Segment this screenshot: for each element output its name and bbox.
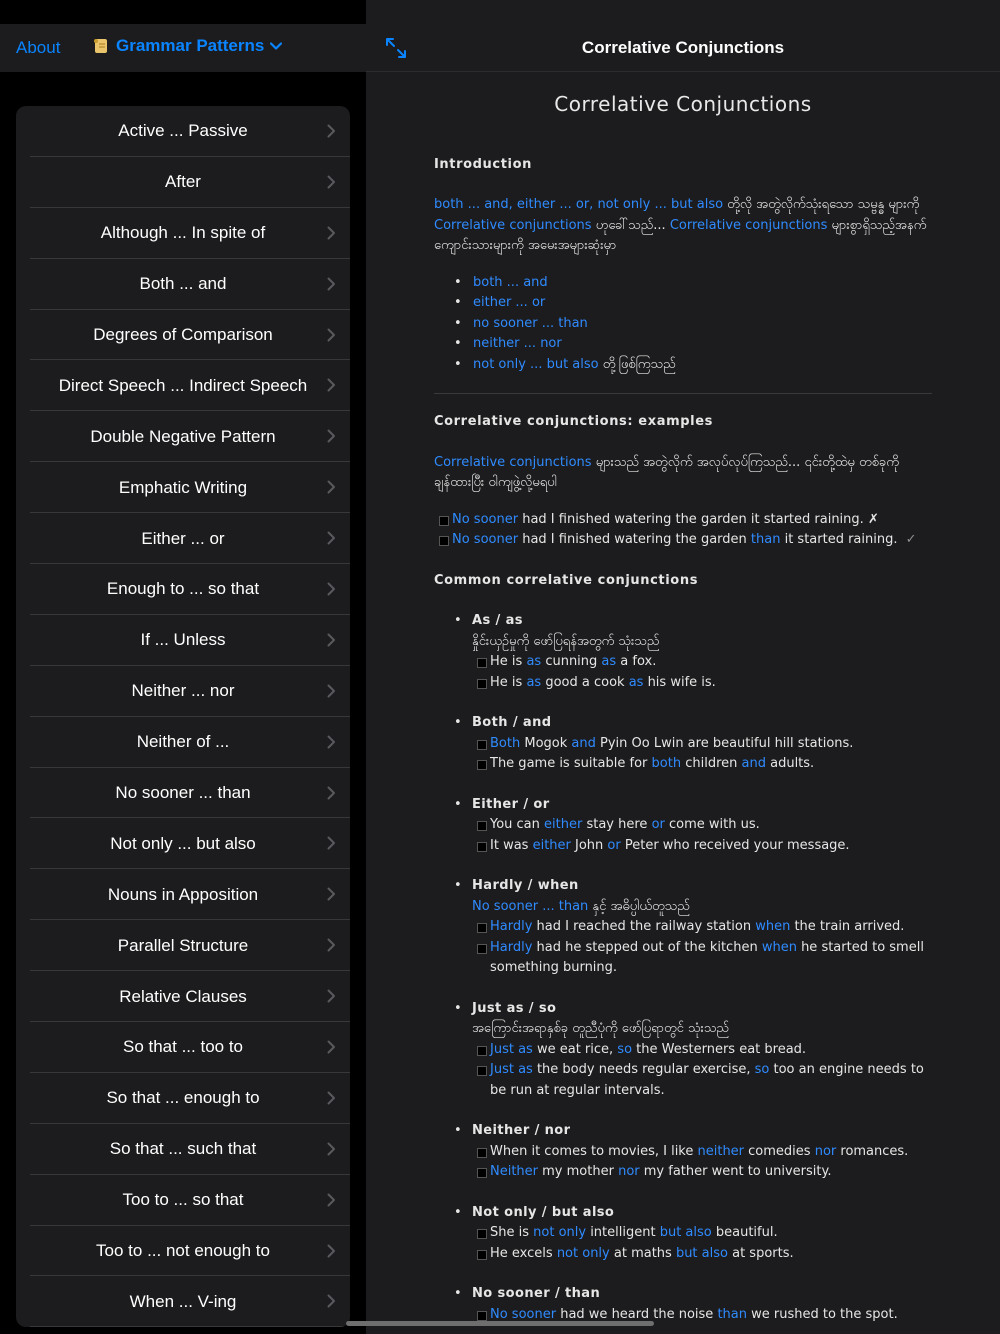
chevron-right-icon (327, 124, 336, 138)
sidebar-item-label: Too to ... not enough to (96, 1241, 270, 1261)
scroll-icon (92, 37, 110, 55)
conjunction-groups (434, 611, 934, 1325)
sidebar-item[interactable] (16, 869, 350, 920)
sidebar-item-label: Too to ... so that (122, 1190, 244, 1210)
group-heading: • No sooner / than (472, 1286, 601, 1301)
check-mark-icon: ✓ (905, 532, 917, 547)
sidebar-item[interactable] (16, 717, 350, 768)
divider (434, 393, 932, 394)
chevron-right-icon (327, 938, 336, 952)
sidebar-item-label: Neither ... nor (131, 681, 235, 701)
intro-text: ကျောင်းသားများကို အမေးအများဆုံးမှာ (434, 238, 617, 253)
chevron-right-icon (327, 531, 336, 545)
sidebar-item[interactable] (16, 1073, 350, 1124)
about-button[interactable]: About (16, 38, 61, 57)
sidebar-item-label: No sooner ... than (115, 783, 251, 803)
example-sentence: The game is suitable for both children and adults. (472, 754, 934, 775)
chevron-right-icon (327, 1244, 336, 1258)
sidebar-item[interactable] (16, 1022, 350, 1073)
example-sentence: Just as the body needs regular exercise, so too an engine needs to be run at regular intervals. (472, 1060, 934, 1101)
sidebar-item[interactable] (16, 157, 350, 208)
group-heading: • Not only / but also (472, 1204, 615, 1220)
grammar-patterns-dropdown[interactable] (92, 36, 282, 56)
example-sentence: When it comes to movies, I like neither comedies nor romances. (472, 1142, 934, 1163)
sidebar-item[interactable] (16, 106, 350, 157)
pattern-list (16, 106, 350, 1327)
chevron-right-icon (327, 175, 336, 189)
intro-text: တို့လို အတွဲလိုက်သုံးရသော သမ္ဗန္ဓ များကို (723, 197, 920, 212)
cross-mark-icon: ✗ (867, 511, 879, 527)
intro-list-item: • both ... and (454, 273, 934, 294)
intro-list-item: • not only ... but also တို့ဖြစ်ကြသည် (454, 355, 934, 376)
sidebar-item[interactable] (16, 513, 350, 564)
section-heading-common: Common correlative conjunctions (434, 572, 699, 588)
sidebar-item-label: So that ... such that (109, 1139, 257, 1159)
term-link: Correlative conjunctions (669, 217, 828, 233)
chevron-right-icon (327, 735, 336, 749)
group-note: နှိုင်းယှဉ်မှုကို ဖော်ပြရန်အတွက် သုံးသည် (472, 633, 660, 649)
sidebar-item[interactable] (16, 462, 350, 513)
intro-list (454, 273, 934, 376)
sidebar-item[interactable] (16, 208, 350, 259)
chevron-right-icon (327, 786, 336, 800)
chevron-right-icon (327, 582, 336, 596)
chevron-right-icon (327, 1142, 336, 1156)
sidebar-item[interactable] (16, 666, 350, 717)
group-note: အကြောင်းအရာနှစ်ခု တူညီပုံကို ဖော်ပြရာတွင် သုံးသည် (472, 1021, 729, 1036)
intro-paragraph (434, 195, 934, 257)
example-incorrect: No sooner had I finished watering the garden it started raining. ✗ (434, 510, 934, 531)
section-heading-examples: Correlative conjunctions: examples (434, 414, 713, 429)
chevron-right-icon (327, 836, 336, 850)
term-link: Correlative conjunctions (434, 454, 592, 470)
conjunction-group (434, 611, 934, 693)
sidebar-item-label: So that ... enough to (106, 1088, 260, 1108)
conjunction-group (434, 1121, 934, 1183)
sidebar-item-label: Not only ... but also (110, 833, 256, 853)
sidebar-item[interactable] (16, 1175, 350, 1226)
example-sentence: She is not only intelligent but also beautiful. (472, 1223, 934, 1244)
example-sentence: It was either John or Peter who received your message. (472, 836, 934, 857)
chevron-right-icon (327, 277, 336, 291)
intro-text: ဟုခေါ်သည်... (591, 217, 670, 233)
sidebar-item-label: Emphatic Writing (118, 477, 248, 497)
chevron-right-icon (327, 226, 336, 240)
example-sentence: Hardly had I reached the railway station when the train arrived. (472, 917, 934, 938)
examples-text: များသည် အတွဲလိုက် အလုပ်လုပ်ကြသည်... ၎င်းတို့ထဲမှ တစ်ခုကို (591, 454, 899, 470)
example-sentence: He is as good a cook as his wife is. (472, 673, 934, 694)
sidebar-item[interactable] (16, 920, 350, 971)
sidebar-item-label: Although ... In spite of (100, 223, 266, 243)
conjunction-group (434, 999, 934, 1102)
nav-title: Correlative Conjunctions (581, 38, 785, 57)
group-heading: • Just as / so (472, 1000, 557, 1016)
example-sentence: He excels not only at maths but also at sports. (472, 1244, 934, 1265)
sidebar-item[interactable] (16, 411, 350, 462)
example-sentence: No sooner had we heard the noise than we rushed to the spot. (472, 1305, 934, 1326)
detail-nav-bar (366, 24, 1000, 72)
article-content (434, 94, 934, 1334)
intro-list-item: • no sooner ... than (454, 314, 934, 335)
sidebar-item-label: Double Negative Pattern (90, 426, 276, 446)
chevron-right-icon (327, 1091, 336, 1105)
detail-pane (366, 0, 1000, 1334)
example-sentence: Hardly had he stepped out of the kitchen when he started to smell something burning. (472, 938, 934, 979)
sidebar-item[interactable] (16, 818, 350, 869)
sidebar-item-label: Relative Clauses (119, 986, 247, 1006)
sidebar (0, 0, 366, 1334)
conjunction-group (434, 713, 934, 775)
sidebar-item-label: Nouns in Apposition (107, 884, 259, 904)
conjunction-group (434, 876, 934, 979)
examples-paragraph (434, 453, 934, 494)
examples-text: ချန်ထားပြီး ဝါကျဖွဲ့လို့မရပါ (434, 475, 557, 490)
sidebar-item-label: Both ... and (139, 274, 227, 294)
sidebar-item-label: After (165, 172, 201, 192)
conjunction-group (434, 795, 934, 857)
example-sentence: He is as cunning as a fox. (472, 652, 934, 673)
group-heading: • Either / or (472, 796, 550, 812)
group-heading: • Hardly / when (472, 878, 579, 893)
sidebar-item[interactable] (16, 615, 350, 666)
chevron-right-icon (327, 378, 336, 392)
sidebar-item-label: Parallel Structure (117, 935, 249, 955)
sidebar-item-label: Neither of ... (136, 732, 230, 752)
intro-list-item: • either ... or (454, 293, 934, 314)
sidebar-item[interactable] (16, 1124, 350, 1175)
chevron-right-icon (327, 633, 336, 647)
term-link: both ... and, either ... or, not only ... but also (434, 197, 724, 212)
chevron-right-icon (327, 328, 336, 342)
conjunction-group (434, 1203, 934, 1265)
intro-list-item: • neither ... nor (454, 334, 934, 355)
chevron-right-icon (327, 887, 336, 901)
chevron-right-icon (327, 429, 336, 443)
sidebar-item[interactable] (16, 564, 350, 615)
chevron-right-icon (327, 480, 336, 494)
chevron-right-icon (327, 1193, 336, 1207)
sidebar-item-label: If ... Unless (140, 630, 226, 650)
chevron-right-icon (327, 1294, 336, 1308)
chevron-right-icon (327, 684, 336, 698)
article-title: Correlative Conjunctions (554, 92, 812, 116)
example-sentence: Both Mogok and Pyin Oo Lwin are beautiful hill stations. (472, 734, 934, 755)
chevron-right-icon (327, 1040, 336, 1054)
sidebar-item-label: Degrees of Comparison (93, 325, 273, 344)
group-note: No sooner ... than နှင့် အဓိပ္ပါယ်တူသည် (472, 898, 690, 914)
group-heading: • Neither / nor (472, 1123, 571, 1138)
example-sentence: You can either stay here or come with us. (472, 815, 934, 836)
home-indicator[interactable] (346, 1321, 654, 1326)
sidebar-item-label: Direct Speech ... Indirect Speech (58, 375, 308, 395)
sidebar-header (0, 24, 366, 72)
conjunction-group (434, 1284, 934, 1325)
sidebar-item[interactable] (16, 768, 350, 819)
sidebar-item[interactable] (16, 360, 350, 411)
chevron-down-icon (270, 42, 282, 50)
intro-text: များစွာရှိသည့်အနက် (827, 217, 927, 233)
sidebar-title: Grammar Patterns (116, 36, 265, 55)
example-sentence: Just as we eat rice, so the Westerners eat bread. (472, 1040, 934, 1061)
sidebar-item-label: So that ... too to (122, 1037, 244, 1057)
sidebar-item[interactable] (16, 971, 350, 1022)
sidebar-item-label: Either ... or (141, 528, 225, 548)
example-sentence: Neither my mother nor my father went to university. (472, 1162, 934, 1183)
example-correct: No sooner had I finished watering the garden than it started raining. ✓ (434, 530, 934, 551)
sidebar-item-label: Active ... Passive (118, 121, 248, 141)
group-heading: • As / as (472, 613, 523, 628)
sidebar-item[interactable] (16, 1276, 350, 1327)
sidebar-item-label: When ... V-ing (129, 1291, 237, 1311)
section-heading-introduction: Introduction (434, 156, 532, 172)
term-link: Correlative conjunctions (434, 217, 592, 233)
sidebar-item[interactable] (16, 1226, 350, 1277)
group-heading: • Both / and (472, 715, 552, 730)
sidebar-item[interactable] (16, 259, 350, 310)
chevron-right-icon (327, 989, 336, 1003)
sidebar-item[interactable] (16, 310, 350, 361)
sidebar-item-label: Enough to ... so that (106, 579, 260, 599)
